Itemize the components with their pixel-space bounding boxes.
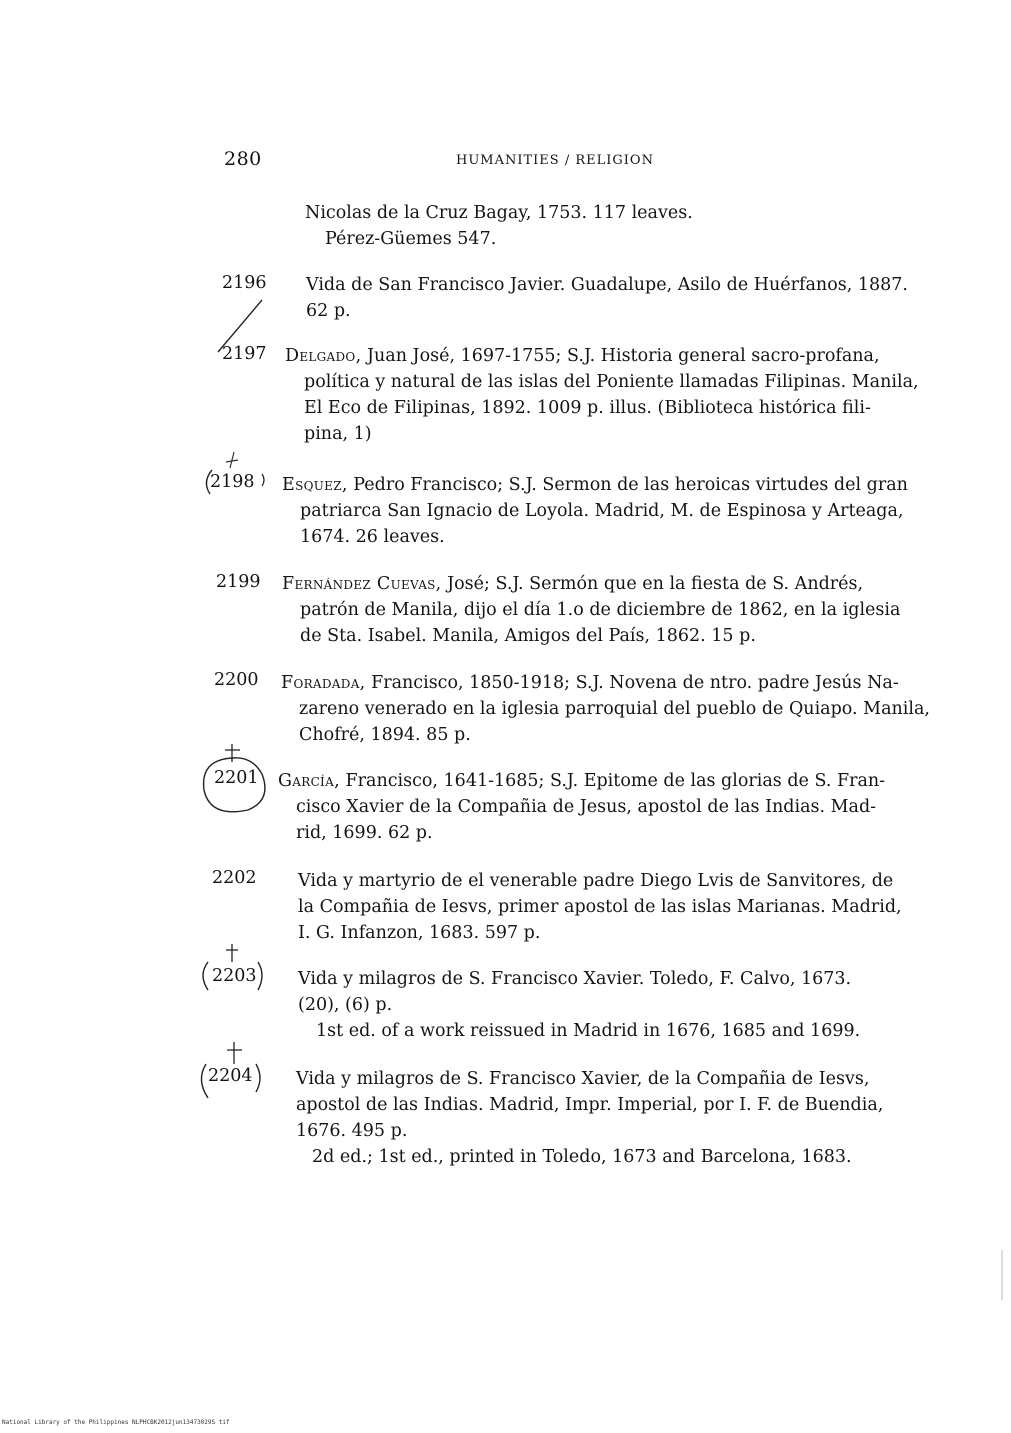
- bibliography-entry: [306, 272, 908, 324]
- entry-number: 2198: [210, 472, 255, 492]
- entry-line: El Eco de Filipinas, 1892. 1009 p. illus. (Biblioteca histórica fili-: [304, 398, 871, 418]
- entry-number: 2197: [222, 344, 267, 364]
- entry-line: José; S.J. Sermón que en la fiesta de S. Andrés,: [441, 574, 864, 594]
- bibliography-entry: [278, 768, 885, 846]
- entry-line: 1674. 26 leaves.: [300, 527, 445, 547]
- entry-author: Esquez,: [282, 475, 348, 495]
- bibliography-entry: [296, 1066, 883, 1170]
- bibliography-entry: [282, 571, 900, 649]
- scan-footer: National Library of the Philippines NLPHCBK2012jun13473029S tif: [2, 1419, 230, 1426]
- entry-note: Pérez-Güemes 547.: [325, 229, 497, 249]
- entry-author: García,: [278, 771, 340, 791]
- bibliography-entry: [285, 343, 919, 447]
- entry-author: Foradada,: [281, 673, 366, 693]
- entry-line: Vida y milagros de S. Francisco Xavier, de la Compañia de Iesvs,: [296, 1069, 870, 1089]
- entry-line: 62 p.: [306, 301, 351, 321]
- entry-line: Vida y martyrio de el venerable padre Diego Lvis de Sanvitores, de: [298, 871, 894, 891]
- entry-line: Vida y milagros de S. Francisco Xavier. Toledo, F. Calvo, 1673.: [298, 969, 852, 989]
- pencil-parenthesis-mark: [258, 962, 262, 990]
- entry-continuation: [305, 200, 693, 252]
- entry-number: 2199: [216, 572, 261, 592]
- entry-author: Fernández Cuevas,: [282, 574, 442, 594]
- entry-line: I. G. Infanzon, 1683. 597 p.: [298, 923, 541, 943]
- entry-line: Pedro Francisco; S.J. Sermon de las heroicas virtudes del gran: [347, 475, 908, 495]
- entry-number: 2204: [208, 1066, 253, 1086]
- pencil-cross-mark: [226, 452, 238, 468]
- entry-line: la Compañia de Iesvs, primer apostol de las islas Marianas. Madrid,: [298, 897, 902, 917]
- entry-line: 1676. 495 p.: [296, 1121, 408, 1141]
- entry-note: 2d ed.; 1st ed., printed in Toledo, 1673 and Barcelona, 1683.: [312, 1147, 852, 1167]
- entry-line: patriarca San Ignacio de Loyola. Madrid, M. de Espinosa y Arteaga,: [300, 501, 904, 521]
- entry-line: Francisco, 1850-1918; S.J. Novena de ntro. padre Jesús Na-: [365, 673, 899, 693]
- entry-line: Juan José, 1697-1755; S.J. Historia general sacro-profana,: [361, 346, 880, 366]
- entry-line: apostol de las Indias. Madrid, Impr. Imperial, por I. F. de Buendia,: [296, 1095, 884, 1115]
- entry-number: 2200: [214, 670, 259, 690]
- bibliography-entry: [282, 472, 908, 550]
- pencil-parenthesis-mark: [203, 962, 208, 990]
- entry-line: patrón de Manila, dijo el día 1.o de diciembre de 1862, en la iglesia: [300, 600, 901, 620]
- entry-line: cisco Xavier de la Compañia de Jesus, apostol de las Indias. Mad-: [296, 797, 877, 817]
- entry-line: Chofré, 1894. 85 p.: [299, 725, 471, 745]
- entry-line: Vida de San Francisco Javier. Guadalupe, Asilo de Huérfanos, 1887.: [306, 275, 908, 295]
- entry-number: 2201: [214, 768, 259, 788]
- entry-line: Francisco, 1641-1685; S.J. Epitome de las glorias de S. Fran-: [339, 771, 886, 791]
- pencil-cross-mark: [225, 744, 240, 762]
- running-header: HUMANITIES / RELIGION: [456, 153, 654, 168]
- entry-line: (20), (6) p.: [298, 995, 393, 1015]
- pencil-parenthesis-mark: [262, 474, 264, 486]
- entry-number: 2196: [222, 273, 267, 293]
- entry-number: 2202: [212, 868, 257, 888]
- entry-line: zareno venerado en la iglesia parroquial del pueblo de Quiapo. Manila,: [299, 699, 930, 719]
- entry-number: 2203: [212, 966, 257, 986]
- entry-line: pina, 1): [304, 424, 372, 444]
- entry-line: Nicolas de la Cruz Bagay, 1753. 117 leaves.: [305, 203, 693, 223]
- entry-line: política y natural de las islas del Poniente llamadas Filipinas. Manila,: [304, 372, 919, 392]
- page-number: 280: [224, 148, 262, 170]
- bibliography-entry: [298, 966, 860, 1044]
- bibliography-entry: [281, 670, 930, 748]
- entry-note: 1st ed. of a work reissued in Madrid in 1676, 1685 and 1699.: [316, 1021, 861, 1041]
- pencil-cross-mark: [226, 944, 238, 962]
- bibliography-entry: [298, 868, 902, 946]
- entry-author: Delgado,: [285, 346, 362, 366]
- entry-line: de Sta. Isabel. Manila, Amigos del País, 1862. 15 p.: [300, 626, 756, 646]
- pencil-cross-mark: [227, 1042, 242, 1064]
- pencil-parenthesis-mark: [256, 1064, 260, 1092]
- entry-line: rid, 1699. 62 p.: [296, 823, 433, 843]
